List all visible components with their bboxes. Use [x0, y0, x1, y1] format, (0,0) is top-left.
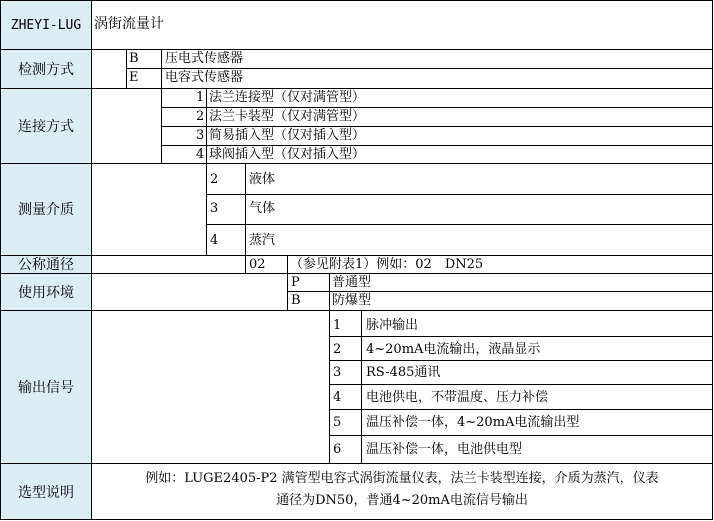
- detection-desc-e: 电容式传感器: [165, 70, 244, 85]
- output-code-4: 4: [333, 390, 342, 405]
- medium-desc-3: 气体: [249, 201, 276, 216]
- detection-label: 检测方式: [1, 49, 91, 88]
- connection-label: 连接方式: [1, 88, 91, 163]
- selection-example-line2: 通径为DN50，普通4~20mA电流信号输出: [276, 493, 528, 508]
- medium-code-4: 4: [210, 233, 219, 248]
- selection-example: [92, 468, 712, 512]
- product-name: 涡街流量计: [94, 16, 164, 32]
- diameter-desc: （参见附表1）例如：02 DN25: [290, 257, 484, 272]
- diameter-code: 02: [249, 257, 266, 272]
- environment-desc-b: 防爆型: [332, 293, 372, 308]
- output-code-6: 6: [333, 442, 342, 457]
- output-desc-5: 温压补偿一体，4~20mA电流输出型: [366, 415, 580, 430]
- output-desc-6: 温压补偿一体，电池供电型: [366, 442, 523, 457]
- output-code-1: 1: [333, 318, 342, 333]
- connection-code-4: 4: [196, 147, 205, 162]
- detection-code-e: E: [129, 70, 139, 85]
- model-code-cell: [1, 1, 91, 49]
- connection-code-3: 3: [196, 128, 205, 143]
- model-code: ZHEYI-LUG: [10, 17, 82, 33]
- connection-desc-4: 球阀插入型（仅对插入型）: [209, 147, 366, 162]
- output-desc-3: RS-485通讯: [366, 365, 441, 380]
- detection-desc-b: 压电式传感器: [165, 51, 244, 66]
- medium-label: 测量介质: [1, 163, 91, 255]
- environment-code-p: P: [291, 275, 300, 290]
- medium-desc-4: 蒸汽: [249, 233, 276, 248]
- environment-desc-p: 普通型: [332, 275, 372, 290]
- diameter-label: 公称通径: [1, 255, 91, 273]
- output-desc-2: 4~20mA电流输出，液晶显示: [366, 342, 541, 357]
- detection-code-b: B: [129, 51, 139, 66]
- environment-label: 使用环境: [1, 273, 91, 310]
- selection-example-line1: 例如：LUGE2405-P2 满管型电容式涡街流量仪表，法兰卡装型连接，介质为蒸汽，仪表: [145, 471, 659, 486]
- medium-code-2: 2: [210, 172, 219, 187]
- connection-desc-1: 法兰连接型（仅对满管型）: [209, 90, 366, 105]
- medium-desc-2: 液体: [249, 172, 276, 187]
- environment-code-b: B: [291, 293, 301, 308]
- connection-desc-2: 法兰卡装型（仅对满管型）: [209, 109, 366, 124]
- output-code-2: 2: [333, 342, 342, 357]
- connection-code-1: 1: [196, 90, 205, 105]
- output-desc-1: 脉冲输出: [366, 318, 419, 333]
- output-code-5: 5: [333, 415, 342, 430]
- selection-label: 选型说明: [1, 463, 91, 520]
- output-label: 输出信号: [1, 310, 91, 463]
- connection-code-2: 2: [196, 109, 205, 124]
- output-code-3: 3: [333, 365, 342, 380]
- medium-code-3: 3: [210, 201, 219, 216]
- connection-desc-3: 简易插入型（仅对插入型）: [209, 128, 366, 143]
- output-desc-4: 电池供电，不带温度、压力补偿: [366, 390, 549, 405]
